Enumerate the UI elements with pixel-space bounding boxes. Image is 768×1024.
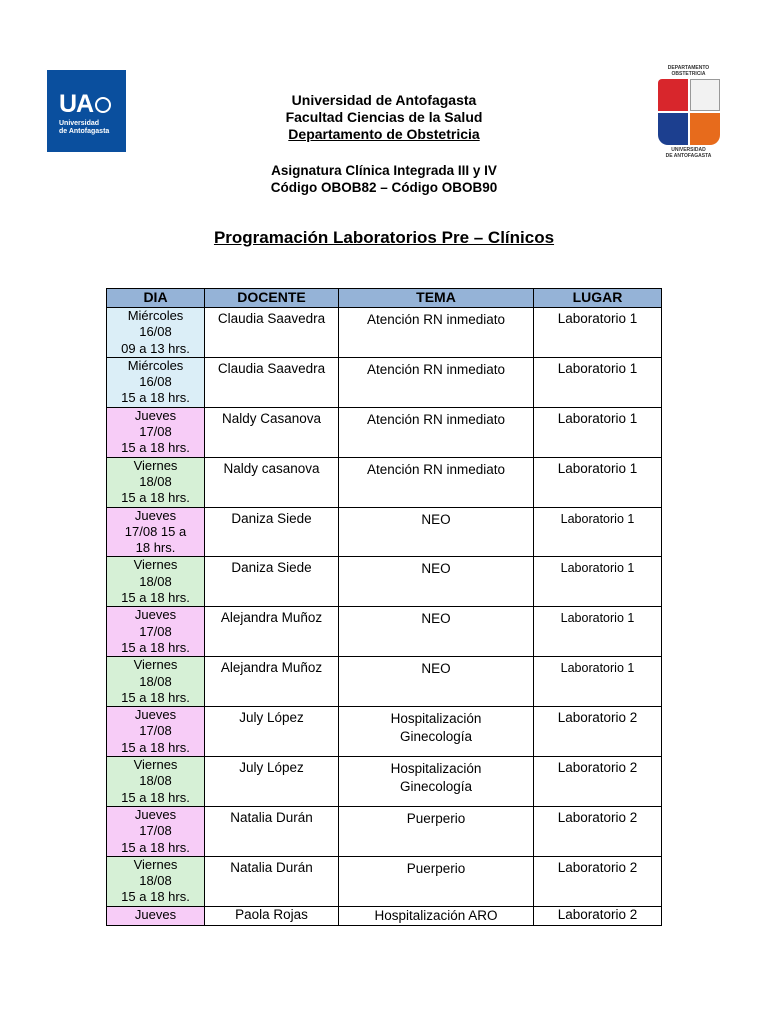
table-row — [107, 457, 662, 507]
dia-line: Jueves — [134, 507, 177, 523]
logo-ua-text: UA — [59, 90, 94, 118]
cell-lugar: Laboratorio 1 — [534, 557, 662, 607]
cell-dia — [107, 856, 205, 906]
dept-logo-bottom1: UNIVERSIDAD — [671, 147, 706, 153]
cell-tema — [339, 507, 534, 557]
dia-line: 18/08 — [139, 473, 172, 489]
dia-line: 18 hrs. — [135, 540, 176, 556]
cell-dia — [107, 806, 205, 856]
col-header-docente: DOCENTE — [205, 289, 339, 308]
tema-line: Atención RN inmediato — [366, 461, 506, 477]
cell-lugar: Laboratorio 2 — [534, 906, 662, 925]
dia-line: Jueves — [134, 607, 177, 623]
cell-docente: Alejandra Muñoz — [205, 607, 339, 657]
cell-lugar: Laboratorio 2 — [534, 757, 662, 807]
dia-line: 15 a 18 hrs. — [121, 889, 190, 905]
dia-line: Viernes — [133, 757, 178, 773]
cell-docente: July López — [205, 707, 339, 757]
cell-dia — [107, 308, 205, 358]
dia-line: 15 a 18 hrs. — [121, 639, 190, 655]
department-name: Departamento de Obstetricia — [288, 126, 480, 142]
col-header-lugar: LUGAR — [534, 289, 662, 308]
tema-line: Puerperio — [406, 860, 466, 876]
table-row — [107, 557, 662, 607]
cell-docente: Alejandra Muñoz — [205, 657, 339, 707]
dia-line: Viernes — [133, 856, 178, 872]
table-row — [107, 407, 662, 457]
cell-dia — [107, 357, 205, 407]
dia-line: 18/08 — [139, 673, 172, 689]
cell-docente: Claudia Saavedra — [205, 357, 339, 407]
dia-line: 17/08 — [139, 623, 172, 639]
dia-line: Viernes — [133, 657, 178, 673]
cell-tema — [339, 806, 534, 856]
table-header-row — [107, 289, 662, 308]
cell-tema — [339, 657, 534, 707]
cell-lugar: Laboratorio 1 — [534, 507, 662, 557]
cell-tema — [339, 906, 534, 925]
cell-dia — [107, 607, 205, 657]
cell-lugar: Laboratorio 1 — [534, 308, 662, 358]
cell-tema — [339, 607, 534, 657]
dia-line: 16/08 — [139, 374, 172, 390]
tema-line: Hospitalización — [390, 711, 482, 727]
cell-tema — [339, 757, 534, 807]
tema-line: NEO — [421, 611, 451, 627]
cell-docente: Natalia Durán — [205, 856, 339, 906]
cell-docente: Naldy Casanova — [205, 407, 339, 457]
cell-dia — [107, 707, 205, 757]
dept-logo-top1: DEPARTAMENTO — [667, 65, 710, 71]
cell-tema — [339, 357, 534, 407]
tema-line: Hospitalización ARO — [374, 907, 498, 923]
col-header-tema: TEMA — [339, 289, 534, 308]
tema-line: Atención RN inmediato — [366, 361, 506, 377]
tema-line: Hospitalización — [390, 761, 482, 777]
dia-line: 15 a 18 hrs. — [121, 590, 190, 606]
tema-line: NEO — [421, 661, 451, 677]
cell-lugar: Laboratorio 1 — [534, 357, 662, 407]
dept-logo-top2: OBSTETRICIA — [671, 71, 706, 77]
cell-docente: Naldy casanova — [205, 457, 339, 507]
subject-codes: Código OBOB82 – Código OBOB90 — [270, 180, 498, 195]
university-name: Universidad de Antofagasta — [291, 92, 477, 108]
cell-dia — [107, 457, 205, 507]
schedule-table — [106, 288, 662, 926]
table-row — [107, 357, 662, 407]
subject-name: Asignatura Clínica Integrada III y IV — [271, 163, 497, 178]
tema-line: Atención RN inmediato — [366, 312, 506, 327]
dia-line: 15 a 18 hrs. — [121, 490, 190, 506]
logo-line2: de Antofagasta — [59, 128, 110, 135]
cell-dia — [107, 906, 205, 925]
dia-line: 15 a 18 hrs. — [121, 839, 190, 855]
dia-line: 16/08 — [139, 324, 172, 340]
cell-tema — [339, 557, 534, 607]
table-row — [107, 507, 662, 557]
cell-dia — [107, 757, 205, 807]
dia-line: Viernes — [133, 557, 178, 573]
cell-lugar: Laboratorio 2 — [534, 856, 662, 906]
dia-line: 15 a 18 hrs. — [121, 390, 190, 406]
table-row — [107, 607, 662, 657]
faculty-name: Facultad Ciencias de la Salud — [285, 109, 483, 125]
table-row — [107, 657, 662, 707]
dia-line: 17/08 — [139, 424, 172, 440]
cell-docente: Claudia Saavedra — [205, 308, 339, 358]
dia-line: Jueves — [134, 407, 177, 423]
cell-lugar: Laboratorio 1 — [534, 657, 662, 707]
dia-line: 09 a 13 hrs. — [121, 340, 190, 356]
dia-line: 18/08 — [139, 573, 172, 589]
dia-line: 15 a 18 hrs. — [121, 739, 190, 755]
cell-lugar: Laboratorio 1 — [534, 407, 662, 457]
tema-line: Ginecología — [399, 729, 473, 745]
tema-line: Ginecología — [399, 779, 473, 795]
cell-tema — [339, 308, 534, 358]
cell-docente: Daniza Siede — [205, 557, 339, 607]
dia-line: Jueves — [134, 806, 177, 822]
dia-line: 15 a 18 hrs. — [121, 440, 190, 456]
subject-header — [0, 162, 768, 196]
table-row — [107, 308, 662, 358]
dia-line: 17/08 — [139, 823, 172, 839]
tema-line: NEO — [421, 511, 451, 527]
dia-line: Jueves — [134, 707, 177, 723]
cell-dia — [107, 507, 205, 557]
table-row — [107, 906, 662, 925]
cell-dia — [107, 407, 205, 457]
col-header-dia: DIA — [107, 289, 205, 308]
cell-tema — [339, 856, 534, 906]
cell-tema — [339, 707, 534, 757]
page-title: Programación Laboratorios Pre – Clínicos — [213, 228, 555, 247]
dia-line: 17/08 15 a — [124, 523, 187, 539]
cell-dia — [107, 557, 205, 607]
cell-docente: July López — [205, 757, 339, 807]
tema-line: NEO — [421, 561, 451, 577]
cell-lugar: Laboratorio 2 — [534, 806, 662, 856]
cell-lugar: Laboratorio 1 — [534, 607, 662, 657]
table-row — [107, 856, 662, 906]
dia-line: 15 a 18 hrs. — [121, 689, 190, 705]
dia-line: 18/08 — [139, 773, 172, 789]
tema-line: Atención RN inmediato — [366, 411, 506, 427]
table-row — [107, 757, 662, 807]
dept-logo-bottom2: DE ANTOFAGASTA — [665, 153, 712, 159]
cell-docente: Paola Rojas — [205, 906, 339, 925]
logo-line1: Universidad — [59, 120, 100, 127]
dia-line: 15 a 18 hrs. — [121, 789, 190, 805]
table-row — [107, 707, 662, 757]
cell-lugar: Laboratorio 2 — [534, 707, 662, 757]
dia-line: Viernes — [133, 457, 178, 473]
dia-line: Jueves — [134, 906, 177, 922]
tema-line: Puerperio — [406, 810, 466, 826]
dia-line: 17/08 — [139, 723, 172, 739]
table-row — [107, 806, 662, 856]
dia-line: 18/08 — [139, 873, 172, 889]
cell-docente: Natalia Durán — [205, 806, 339, 856]
cell-lugar: Laboratorio 1 — [534, 457, 662, 507]
dia-line: Miércoles — [127, 308, 184, 323]
institution-header — [0, 92, 768, 143]
cell-tema — [339, 457, 534, 507]
cell-dia — [107, 657, 205, 707]
cell-docente: Daniza Siede — [205, 507, 339, 557]
cell-tema — [339, 407, 534, 457]
dia-line: Miércoles — [127, 357, 184, 373]
